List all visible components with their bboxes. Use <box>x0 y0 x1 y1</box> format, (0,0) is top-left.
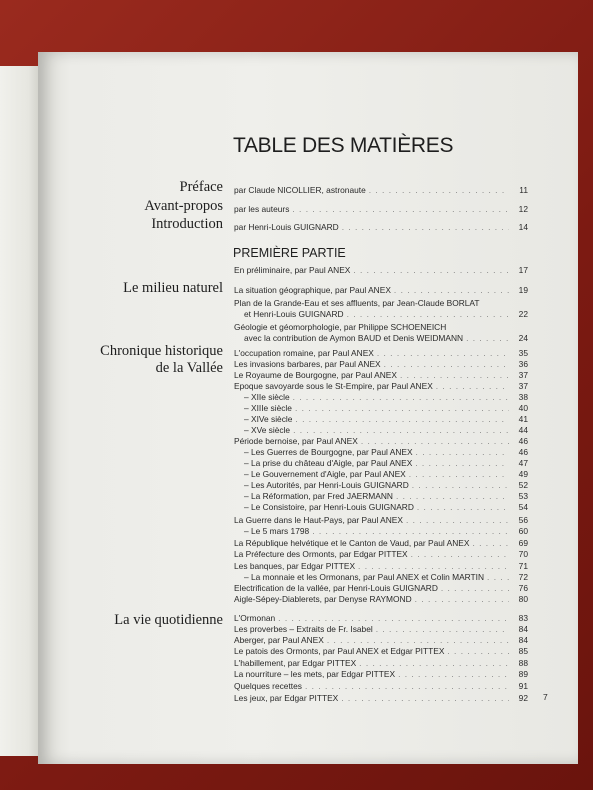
toc-entry <box>234 402 528 413</box>
toc-entry <box>234 537 528 548</box>
toc-entry-title: En préliminaire, par Paul ANEX <box>234 265 351 275</box>
toc-entry-title: La République helvétique et le Canton de Vaud, par Paul ANEX <box>234 538 470 548</box>
toc-leader-dots <box>441 583 509 593</box>
toc-entry-page: 41 <box>518 414 528 424</box>
toc-entry: par Claude NICOLLIER, astronaute . . . 11 <box>234 184 528 195</box>
toc-entry <box>234 612 528 623</box>
toc-entry-title: Géologie et géomorphologie, par Philippe SCHOENEICH <box>234 322 447 332</box>
toc-entry-page: 83 <box>518 613 528 623</box>
toc-leader-dots <box>411 549 509 559</box>
toc-entry <box>234 692 528 703</box>
toc-entry <box>234 468 528 479</box>
toc-entry-title: Electrification de la vallée, par Henri-Louis GUIGNARD <box>234 583 438 593</box>
toc-entry-page: 84 <box>518 624 528 634</box>
toc-entry-page: 89 <box>518 669 528 679</box>
toc-leader-dots <box>412 480 509 490</box>
toc-entry <box>234 347 528 358</box>
toc-leader-dots <box>377 348 509 358</box>
section-label-avant-propos: Avant-propos <box>144 198 223 214</box>
toc-entry-page: 47 <box>518 458 528 468</box>
toc-entry-page: 37 <box>518 370 528 380</box>
toc-leader-dots <box>415 594 509 604</box>
toc-entry-title: Le patois des Ormonts, par Paul ANEX et Edgar PITTEX <box>234 646 445 656</box>
toc-leader-dots <box>400 370 509 380</box>
section-label-chronique: Chronique historique <box>100 343 223 359</box>
toc-entry-title: et Henri-Louis GUIGNARD <box>244 309 344 319</box>
toc-entry-page: 19 <box>518 285 528 295</box>
toc-entry-title: L'Ormonan <box>234 613 276 623</box>
toc-entry-page: 35 <box>518 348 528 358</box>
toc-entry <box>234 297 528 308</box>
toc-leader-dots <box>376 624 509 634</box>
toc-entry-page: 40 <box>518 403 528 413</box>
toc-entry-page: 80 <box>518 594 528 604</box>
toc-leader-dots <box>327 635 509 645</box>
toc-leader-dots <box>359 658 509 668</box>
toc-entry <box>234 435 528 446</box>
toc-entry-title: L'occupation romaine, par Paul ANEX <box>234 348 374 358</box>
section-label-preface: Préface <box>179 179 223 195</box>
toc-entry <box>234 593 528 604</box>
toc-entry <box>234 525 528 536</box>
toc-leader-dots <box>347 309 509 319</box>
toc-entry <box>234 680 528 691</box>
toc-entry-page: 52 <box>518 480 528 490</box>
toc-entry <box>234 264 528 275</box>
toc-entry-page: 37 <box>518 381 528 391</box>
toc-entry-title: – XVe siècle <box>244 425 291 435</box>
toc-entry <box>234 582 528 593</box>
section-label-introduction: Introduction <box>151 216 223 232</box>
toc-leader-dots <box>353 265 509 275</box>
toc-entry-page: 72 <box>518 572 528 582</box>
toc-entry <box>234 501 528 512</box>
toc-entry-title: Le Royaume de Bourgogne, par Paul ANEX <box>234 370 397 380</box>
toc-entry-page: 84 <box>518 635 528 645</box>
toc-entry <box>234 645 528 656</box>
toc-leader-dots <box>293 392 509 402</box>
toc-entry-page: 36 <box>518 359 528 369</box>
toc-entry-page: 70 <box>518 549 528 559</box>
toc-entry-title: Plan de la Grande-Eau et ses affluents, par Jean-Claude BORLAT <box>234 298 480 308</box>
toc-entry <box>234 424 528 435</box>
toc-entry <box>234 457 528 468</box>
toc-entry-page: 54 <box>518 502 528 512</box>
toc-entry-title: – Les Autorités, par Henri-Louis GUIGNARD <box>244 480 409 490</box>
toc-leader-dots <box>415 458 509 468</box>
toc-entry-title: – XIIIe siècle <box>244 403 292 413</box>
toc-entry-title: La situation géographique, par Paul ANEX <box>234 285 391 295</box>
toc-entry <box>234 358 528 369</box>
toc-entry <box>234 560 528 571</box>
toc-entry <box>234 479 528 490</box>
toc-entry-page: 44 <box>518 425 528 435</box>
toc-entry-title: La Guerre dans le Haut-Pays, par Paul ANEX <box>234 515 403 525</box>
toc-entry-title: – La prise du château d'Aigle, par Paul ANEX <box>244 458 413 468</box>
toc-entry-page: 71 <box>518 561 528 571</box>
toc-entry-title: – Le 5 mars 1798 <box>244 526 310 536</box>
toc-entry <box>234 413 528 424</box>
toc-entry-title: Aigle-Sépey-Diablerets, par Denyse RAYMOND <box>234 594 412 604</box>
toc-leader-dots <box>487 572 509 582</box>
toc-entry-page: 22 <box>518 309 528 319</box>
toc-entry <box>234 332 528 343</box>
toc-entry-title: Période bernoise, par Paul ANEX <box>234 436 358 446</box>
toc-entry <box>234 284 528 295</box>
toc-entry-page: 24 <box>518 333 528 343</box>
toc-leader-dots <box>406 515 509 525</box>
toc-leader-dots <box>417 502 509 512</box>
toc-entry <box>234 548 528 559</box>
toc-entry <box>234 380 528 391</box>
toc-entry-title: Les jeux, par Edgar PITTEX <box>234 693 339 703</box>
toc-entry <box>234 634 528 645</box>
toc-entry-title: – Le Gouvernement d'Aigle, par Paul ANEX <box>244 469 406 479</box>
toc-entry-page: 49 <box>518 469 528 479</box>
toc-entry-title: avec la contribution de Aymon BAUD et Denis WEIDMANN <box>244 333 464 343</box>
toc-leader-dots <box>436 381 509 391</box>
toc-entry-title: – Les Guerres de Bourgogne, par Paul ANEX <box>244 447 413 457</box>
toc-leader-dots <box>416 447 509 457</box>
toc-leader-dots <box>295 403 509 413</box>
toc-entry-title: L'habillement, par Edgar PITTEX <box>234 658 357 668</box>
toc-entry-page: 85 <box>518 646 528 656</box>
toc-entry-title: Les proverbes – Extraits de Fr. Isabel <box>234 624 373 634</box>
toc-entry <box>234 308 528 319</box>
toc-entry: par Henri-Louis GUIGNARD . . . 14 <box>234 221 528 232</box>
toc-entry <box>234 514 528 525</box>
section-label-chronique-2: de la Vallée <box>155 360 223 376</box>
toc-entry-title: – Le Consistoire, par Henri-Louis GUIGNARD <box>244 502 414 512</box>
toc-entry-title: – XIVe siècle <box>244 414 293 424</box>
toc-leader-dots <box>394 285 509 295</box>
toc-leader-dots <box>305 681 509 691</box>
toc-entry <box>234 657 528 668</box>
toc-entry <box>234 321 528 332</box>
toc-entry <box>234 446 528 457</box>
toc-entry-title: La Préfecture des Ormonts, par Edgar PITTEX <box>234 549 408 559</box>
toc-leader-dots <box>384 359 509 369</box>
toc-leader-dots <box>466 333 509 343</box>
toc-leader-dots <box>295 414 509 424</box>
toc-leader-dots <box>312 526 509 536</box>
toc-entry: par les auteurs . . . 12 <box>234 203 528 214</box>
toc-entry <box>234 490 528 501</box>
toc-entry <box>234 668 528 679</box>
toc-entry-page: 53 <box>518 491 528 501</box>
toc-entry-page: 56 <box>518 515 528 525</box>
toc-leader-dots <box>293 425 509 435</box>
toc-entry-title: Quelques recettes <box>234 681 302 691</box>
toc-entry-page: 88 <box>518 658 528 668</box>
part-heading: PREMIÈRE PARTIE <box>233 246 346 260</box>
toc-entry-page: 60 <box>518 526 528 536</box>
toc-leader-dots <box>341 693 509 703</box>
toc-entry-title: La nourriture – les mets, par Edgar PITTEX <box>234 669 396 679</box>
toc-entry <box>234 391 528 402</box>
toc-entry-title: Les invasions barbares, par Paul ANEX <box>234 359 381 369</box>
page-title: TABLE DES MATIÈRES <box>233 134 454 157</box>
section-label-milieu: Le milieu naturel <box>123 280 223 296</box>
toc-entry-page: 17 <box>518 265 528 275</box>
toc-entry-page: 92 <box>518 693 528 703</box>
toc-leader-dots <box>472 538 509 548</box>
toc-entry-title: Aberger, par Paul ANEX <box>234 635 324 645</box>
toc-entry <box>234 369 528 380</box>
toc-entry-page: 69 <box>518 538 528 548</box>
toc-leader-dots <box>398 669 509 679</box>
toc-leader-dots <box>409 469 509 479</box>
toc-entry-title: Les banques, par Edgar PITTEX <box>234 561 356 571</box>
page-number: 7 <box>543 692 548 702</box>
toc-entry <box>234 571 528 582</box>
section-label-vie: La vie quotidienne <box>114 612 223 628</box>
toc-leader-dots <box>447 646 509 656</box>
toc-entry-title: – XIIe siècle <box>244 392 290 402</box>
toc-entry-page: 46 <box>518 436 528 446</box>
toc-leader-dots <box>361 436 509 446</box>
toc-entry-title: – La Réformation, par Fred JAERMANN <box>244 491 393 501</box>
toc-entry <box>234 623 528 634</box>
toc-leader-dots <box>396 491 509 501</box>
toc-entry-page: 38 <box>518 392 528 402</box>
toc-entry-page: 46 <box>518 447 528 457</box>
toc-leader-dots <box>278 613 509 623</box>
toc-entry-page: 76 <box>518 583 528 593</box>
toc-entry-page: 91 <box>518 681 528 691</box>
toc-entry-title: Epoque savoyarde sous le St-Empire, par Paul ANEX <box>234 381 433 391</box>
toc-entry-title: – La monnaie et les Ormonans, par Paul ANEX et Colin MARTIN <box>244 572 485 582</box>
toc-leader-dots <box>358 561 509 571</box>
